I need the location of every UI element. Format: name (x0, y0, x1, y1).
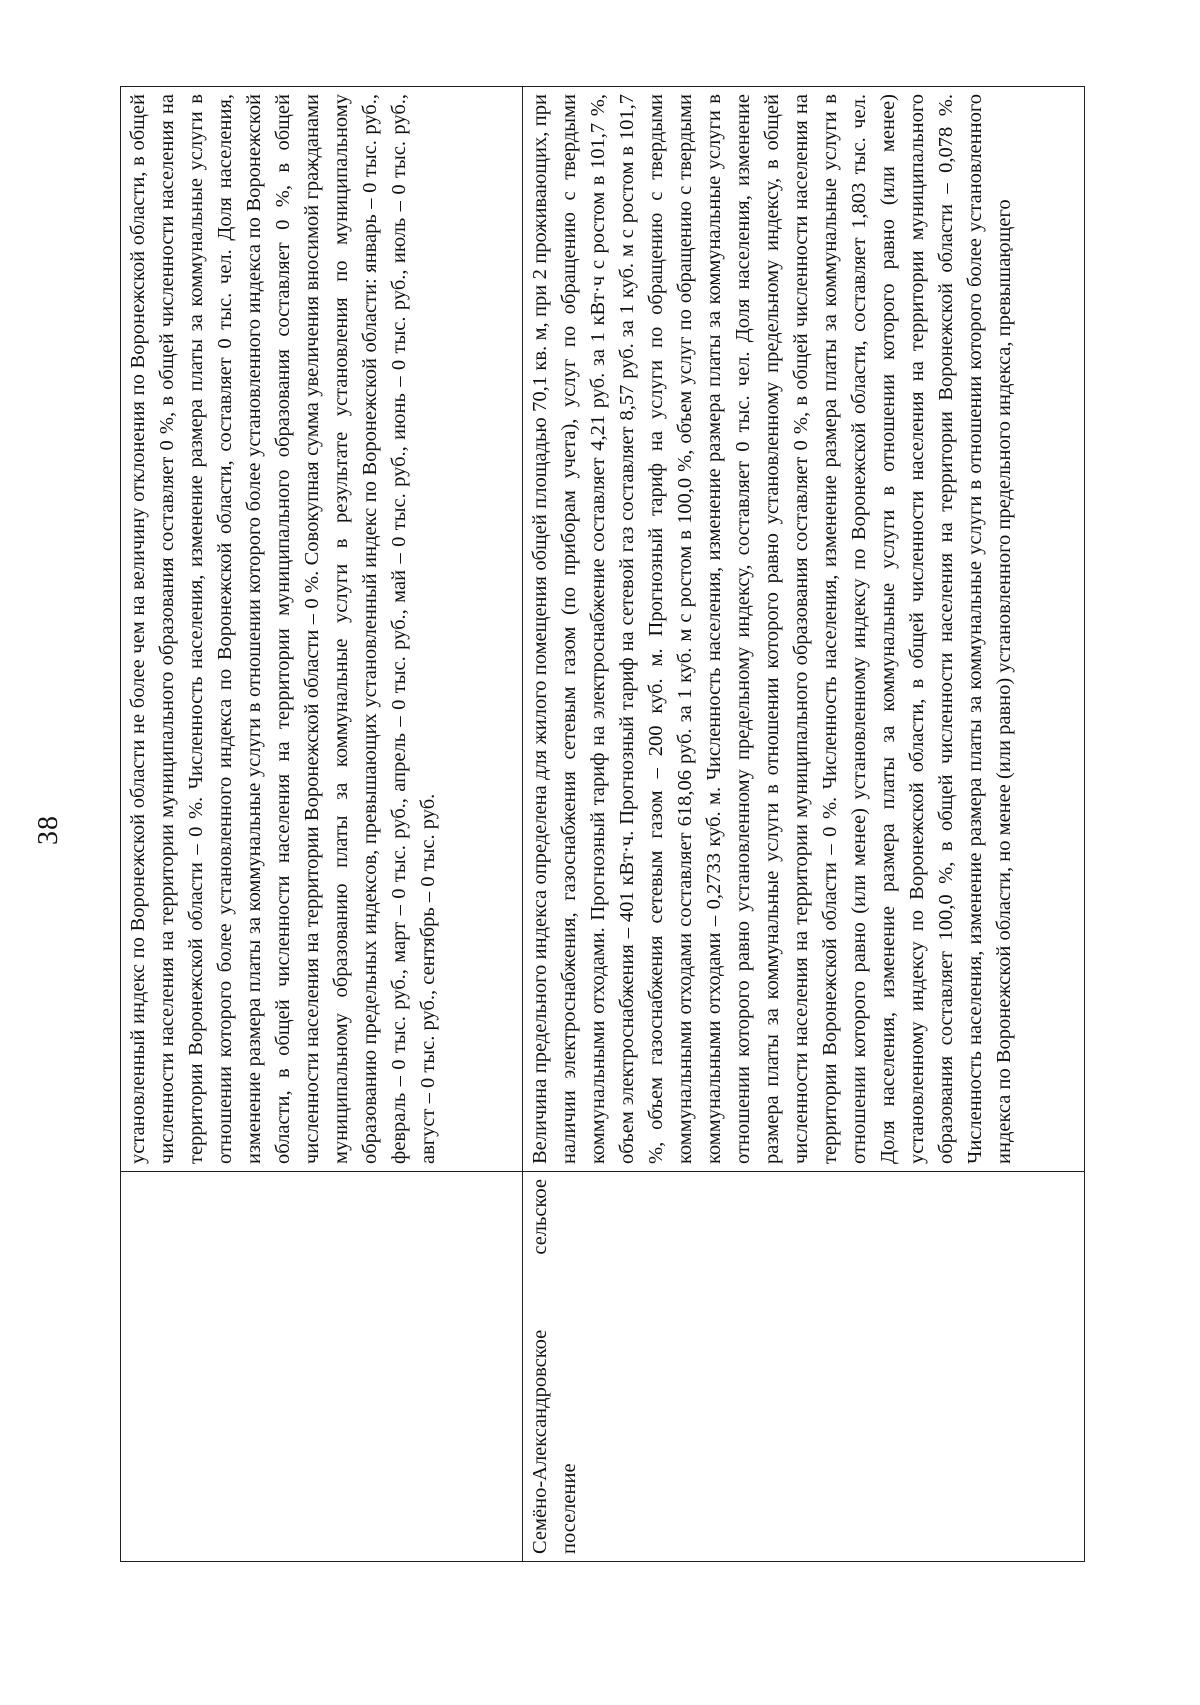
table-row (523, 87, 1085, 1562)
table-row (121, 87, 523, 1562)
index-description-cell: Величина предельного индекса определена для жилого помещения общей площадью 70,1 кв. м, при 2 проживающих, при наличии электроснабжения, газоснабжения сетевым газом (по приборам учета), услуг по обращению с твердыми коммунальными отходами. Прогнозный тариф на электроснабжение составляет 4,21 руб. за 1 кВт·ч с ростом в 101,7 %, объем электроснабжения – 401 кВт·ч. Прогнозный тариф на сетевой газ составляет 8,57 руб. за 1 куб. м с ростом в 101,7 %, объем газоснабжения сетевым газом – 200 куб. м. Прогнозный тариф на услуги по обращению с твердыми коммунальными отходами составляет 618,06 руб. за 1 куб. м с ростом в 100,0 %, объем услуг по обращению с твердыми коммунальными отходами – 0,2733 куб. м. Численность населения, изменение размера платы за коммунальные услуги в отношении которого равно установленному предельному индексу, составляет 0 тыс. чел. Доля населения, изменение размера платы за коммунальные услуги в отношении которого равно установленному предельному индексу, в общей численности населения на территории муниципального образования составляет 0 %, в общей численности населения на территории Воронежской области – 0 %. Численность населения, изменение размера платы за коммунальные услуги в отношении которого равно (или менее) установленному индексу по Воронежской области, составляет 1,803 тыс. чел. Доля населения, изменение размера платы за коммунальные услуги в отношении которого равно (или менее) установленному индексу по Воронежской области, в общей численности населения на территории муниципального образования составляет 100,0 %, в общей численности населения на территории Воронежской области – 0,078 %. Численность населения, изменение размера платы за коммунальные услуги в отношении которого более установленного индекса по Воронежской области, но менее (или равно) установленного предельного индекса, превышающего (523, 87, 1085, 1172)
index-description-cell: установленный индекс по Воронежской области не более чем на величину отклонения по Воронежской области, в общей численности населения на территории муниципального образования составляет 0 %, в общей численности населения на территории Воронежской области – 0 %. Численность населения, изменение размера платы за коммунальные услуги в отношении которого более установленного индекса по Воронежской области, составляет 0 тыс. чел. Доля населения, изменение размера платы за коммунальные услуги в отношении которого более установленного индекса по Воронежской области, в общей численности населения на территории муниципального образования составляет 0 %, в общей численности населения на территории Воронежской области – 0 %. Совокупная сумма увеличения вносимой гражданами муниципальному образованию платы за коммунальные услуги в результате установления по муниципальному образованию предельных индексов, превышающих установленный индекс по Воронежской области: январь – 0 тыс. руб., февраль – 0 тыс. руб., март – 0 тыс. руб., апрель – 0 тыс. руб., май – 0 тыс. руб., июнь – 0 тыс. руб., июль – 0 тыс. руб., август – 0 тыс. руб., сентябрь – 0 тыс. руб. (121, 87, 523, 1172)
rotated-table-container (120, 87, 1080, 1562)
municipality-name-cell: Семёно-Александровское сельское поселение (523, 1172, 1085, 1562)
municipality-name-cell (121, 1172, 523, 1562)
document-table (120, 86, 1085, 1562)
page-number: 38 (33, 815, 64, 845)
